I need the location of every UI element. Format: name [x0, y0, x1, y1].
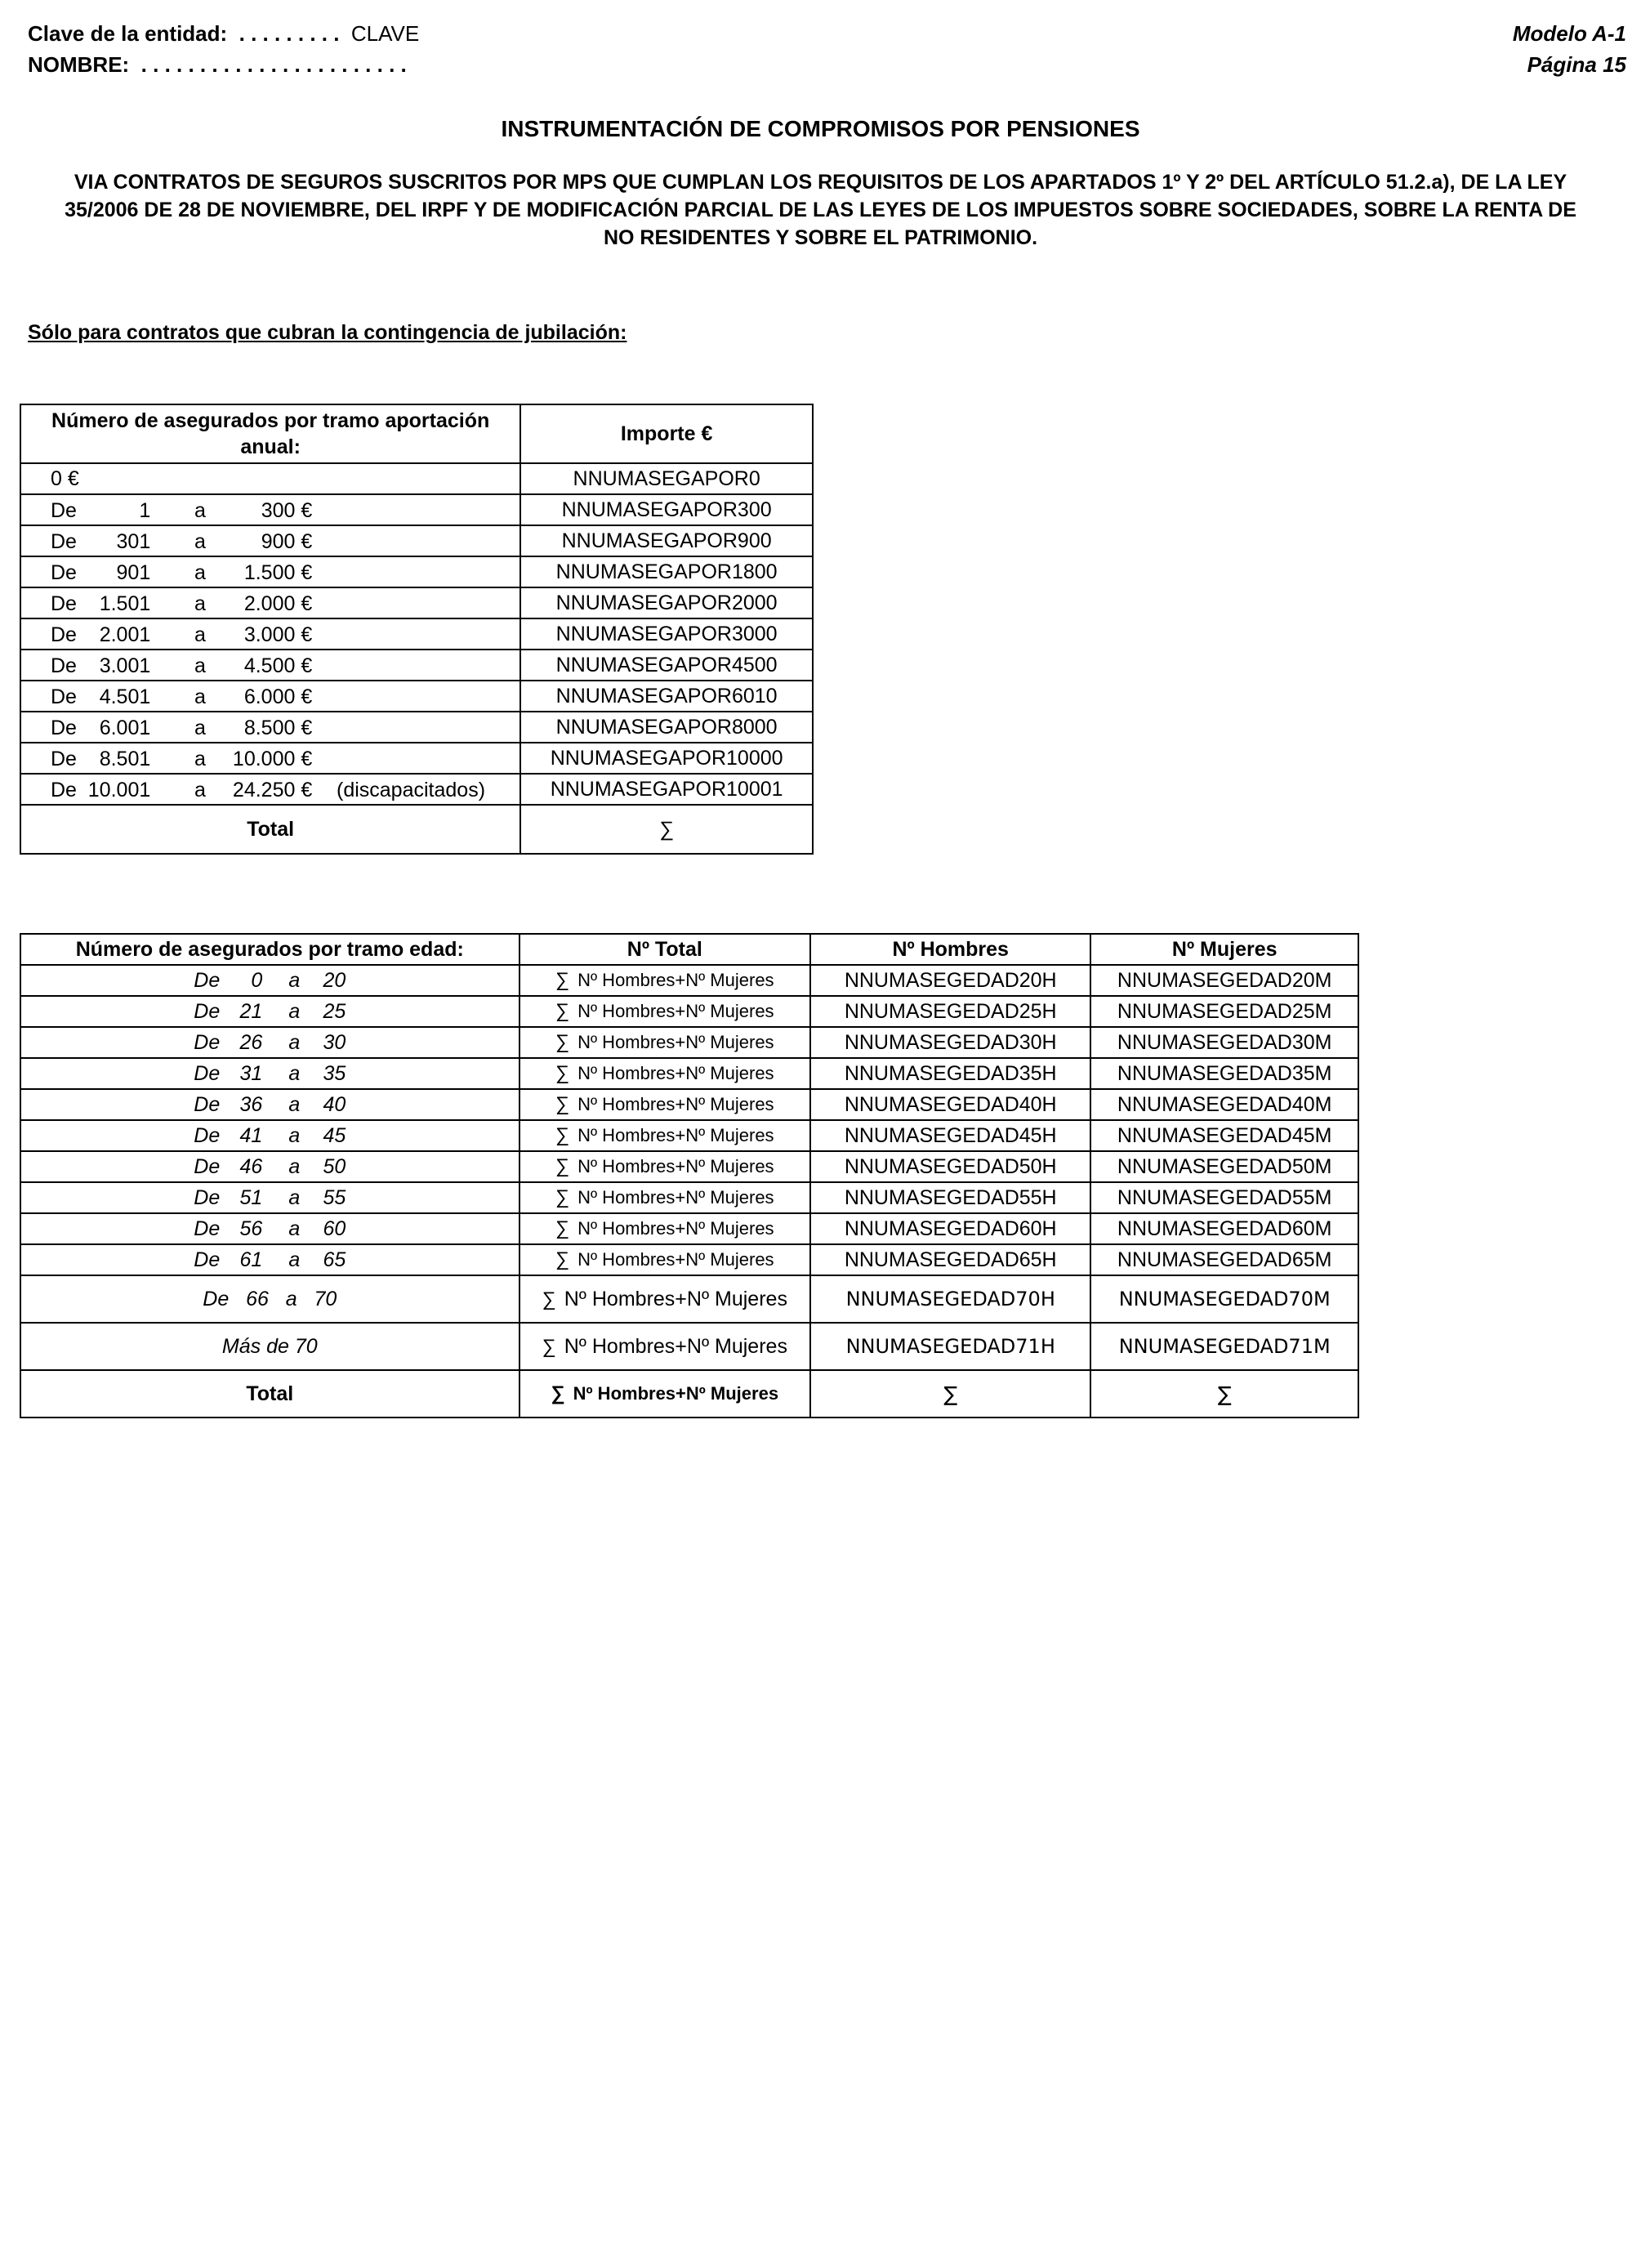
header-amount: Importe € — [520, 404, 813, 463]
amount-cell: NNUMASEGAPOR2000 — [520, 587, 813, 618]
women-cell: NNUMASEGEDAD25M — [1090, 996, 1358, 1027]
age-from: 56 — [239, 1217, 263, 1240]
age-to: 65 — [323, 1248, 346, 1271]
men-cell: NNUMASEGEDAD20H — [810, 965, 1090, 996]
amount-cell: NNUMASEGAPOR6010 — [520, 681, 813, 712]
range-cell — [20, 712, 520, 743]
women-cell: NNUMASEGEDAD60M — [1090, 1213, 1358, 1244]
women-cell: NNUMASEGEDAD65M — [1090, 1244, 1358, 1275]
age-de: De — [194, 1217, 221, 1240]
table-header-row — [20, 404, 813, 463]
range-a: a — [194, 654, 206, 677]
name-dots: . . . . . . . . . . . . . . . . . . . . . . . — [140, 52, 407, 77]
age-to: 35 — [323, 1061, 346, 1085]
age-range-cell: Más de 70 — [20, 1323, 520, 1370]
age-to: 25 — [323, 999, 346, 1023]
range-cell — [20, 650, 520, 681]
contribution-table — [20, 404, 814, 855]
entity-label: Clave de la entidad: — [28, 21, 228, 46]
age-a: a — [288, 1248, 301, 1271]
age-range-cell — [20, 965, 520, 996]
page-title: INSTRUMENTACIÓN DE COMPROMISOS POR PENSIONES — [501, 116, 1140, 141]
age-table — [20, 933, 1359, 1418]
sum-text: Nº Hombres+Nº Mujeres — [577, 1218, 774, 1239]
women-cell: NNUMASEGEDAD55M — [1090, 1182, 1358, 1213]
range-de: De — [51, 499, 77, 522]
range-extra: (discapacitados) — [337, 779, 486, 801]
men-cell: NNUMASEGEDAD30H — [810, 1027, 1090, 1058]
age-a: a — [288, 1185, 301, 1209]
age-to: 50 — [323, 1154, 346, 1178]
age-de: De — [194, 1185, 221, 1209]
sum-text: Nº Hombres+Nº Mujeres — [577, 1187, 774, 1208]
range-to: 900 € — [261, 530, 313, 553]
men-cell: NNUMASEGEDAD60H — [810, 1213, 1090, 1244]
table-row — [20, 774, 813, 805]
age-to: 30 — [323, 1030, 346, 1054]
age-range-cell — [20, 1151, 520, 1182]
name-line — [28, 49, 419, 80]
age-from: 31 — [239, 1061, 263, 1085]
sum-symbol: ∑ — [555, 1248, 570, 1270]
range-from: 6.001 — [99, 717, 151, 739]
entity-line — [28, 18, 419, 49]
age-from: 21 — [239, 999, 263, 1023]
age-from: 51 — [239, 1185, 263, 1209]
table-row — [20, 618, 813, 650]
men-total: ∑ — [810, 1370, 1090, 1418]
men-cell: NNUMASEGEDAD35H — [810, 1058, 1090, 1089]
age-a: a — [288, 999, 301, 1023]
range-to: 2.000 € — [243, 592, 313, 615]
age-a: a — [288, 1123, 301, 1147]
amount-cell: NNUMASEGAPOR900 — [520, 525, 813, 556]
total-sum-cell — [520, 1213, 810, 1244]
table-row-66-70 — [20, 1275, 1358, 1323]
table-row — [20, 1027, 1358, 1058]
table-row — [20, 463, 813, 494]
entity-value: CLAVE — [350, 21, 420, 46]
range-a: a — [194, 499, 206, 522]
age-to: 45 — [323, 1123, 346, 1147]
women-cell: NNUMASEGEDAD35M — [1090, 1058, 1358, 1089]
sum-text: Nº Hombres+Nº Mujeres — [577, 1125, 774, 1145]
amount-cell: NNUMASEGAPOR10001 — [520, 774, 813, 805]
range-to: 4.500 € — [243, 654, 313, 677]
range-to: 24.250 € — [232, 779, 313, 801]
range-de: De — [51, 561, 77, 584]
age-range-cell — [20, 1120, 520, 1151]
sum-symbol: ∑ — [555, 1186, 570, 1208]
header-age-range: Número de asegurados por tramo edad: — [20, 934, 520, 965]
age-range-cell — [20, 1058, 520, 1089]
range-de: De — [51, 748, 77, 770]
age-de: De — [194, 968, 221, 992]
total-sum-cell — [520, 1120, 810, 1151]
table-row — [20, 1244, 1358, 1275]
total-sum-cell: ∑ Nº Hombres+Nº Mujeres — [520, 1370, 810, 1418]
page-number: Página 15 — [1527, 52, 1626, 77]
women-cell: NNUMASEGEDAD20M — [1090, 965, 1358, 996]
total-sum-cell — [520, 1182, 810, 1213]
range-a: a — [194, 717, 206, 739]
total-sum-cell — [520, 1244, 810, 1275]
age-a: a — [288, 1030, 301, 1054]
table-row-over-70 — [20, 1323, 1358, 1370]
age-a: a — [288, 1217, 301, 1240]
range-from: 4.501 — [99, 685, 151, 708]
women-cell: NNUMASEGEDAD71M — [1090, 1323, 1358, 1370]
total-sum-cell: ∑ Nº Hombres+Nº Mujeres — [520, 1275, 810, 1323]
range-a: a — [194, 530, 206, 553]
total-label: Total — [20, 1370, 520, 1418]
table-row — [20, 965, 1358, 996]
table-row — [20, 1213, 1358, 1244]
range-from: 1.501 — [99, 592, 151, 615]
total-row — [20, 1370, 1358, 1418]
sum-symbol: ∑ — [555, 1062, 570, 1084]
table-row — [20, 1089, 1358, 1120]
men-cell: NNUMASEGEDAD40H — [810, 1089, 1090, 1120]
men-cell: NNUMASEGEDAD55H — [810, 1182, 1090, 1213]
range-to: 10.000 € — [232, 748, 313, 770]
name-label: NOMBRE: — [28, 52, 130, 77]
age-to: 60 — [323, 1217, 346, 1240]
amount-cell: NNUMASEGAPOR4500 — [520, 650, 813, 681]
sum-symbol: ∑ — [555, 1000, 570, 1022]
sum-symbol: ∑ — [555, 1124, 570, 1146]
entity-header — [28, 18, 419, 80]
age-to: 40 — [323, 1092, 346, 1116]
range-cell — [20, 463, 520, 494]
men-cell: NNUMASEGEDAD45H — [810, 1120, 1090, 1151]
model-label: Modelo A-1 — [1512, 21, 1626, 46]
table-row — [20, 996, 1358, 1027]
range-to: 3.000 € — [243, 623, 313, 646]
range-de: De — [51, 685, 77, 708]
sum-symbol: ∑ — [555, 1155, 570, 1177]
age-de: De — [194, 1061, 221, 1085]
total-sum-cell — [520, 965, 810, 996]
age-range-cell — [20, 1027, 520, 1058]
range-a: a — [194, 685, 206, 708]
age-from: 61 — [239, 1248, 263, 1271]
total-sum-cell — [520, 1151, 810, 1182]
men-cell: NNUMASEGEDAD25H — [810, 996, 1090, 1027]
range-to: 6.000 € — [243, 685, 313, 708]
amount-cell: NNUMASEGAPOR8000 — [520, 712, 813, 743]
sum-symbol: ∑ — [555, 969, 570, 991]
age-a: a — [288, 1154, 301, 1178]
age-a: a — [288, 1092, 301, 1116]
women-cell: NNUMASEGEDAD70M — [1090, 1275, 1358, 1323]
range-de: De — [51, 623, 77, 646]
range-to: 1.500 € — [243, 561, 313, 584]
total-sum-cell — [520, 1027, 810, 1058]
page-subtitle: VIA CONTRATOS DE SEGUROS SUSCRITOS POR MPS QUE CUMPLAN LOS REQUISITOS DE LOS APARTADOS 1º Y 2º DEL ARTÍCULO 51.2.a), DE LA LEY 35/2006 DE 28 DE NOVIEMBRE, DEL IRPF Y DE MODIFICACIÓN PARCIAL DE LAS LEYES DE LOS IMPUESTOS SOBRE SOCIEDADES, SOBRE LA RENTA DE NO RESIDENTES Y SOBRE EL PATRIMONIO. — [65, 171, 1576, 249]
table-row — [20, 587, 813, 618]
range-cell — [20, 556, 520, 587]
sum-symbol: ∑ — [555, 1093, 570, 1115]
age-de: De — [194, 1092, 221, 1116]
table-row — [20, 681, 813, 712]
range-cell — [20, 743, 520, 774]
total-sum-cell — [520, 996, 810, 1027]
age-range-cell — [20, 1244, 520, 1275]
table-row — [20, 1182, 1358, 1213]
range-cell — [20, 494, 520, 525]
table-row — [20, 1120, 1358, 1151]
men-cell: NNUMASEGEDAD70H — [810, 1275, 1090, 1323]
range-cell — [20, 618, 520, 650]
range-de: De — [51, 779, 77, 801]
range-label: 0 € — [51, 467, 79, 490]
women-total: ∑ — [1090, 1370, 1358, 1418]
table-row — [20, 712, 813, 743]
age-range-cell: De 66 a 70 — [20, 1275, 520, 1323]
men-cell: NNUMASEGEDAD50H — [810, 1151, 1090, 1182]
sum-text: Nº Hombres+Nº Mujeres — [577, 1032, 774, 1052]
range-a: a — [194, 623, 206, 646]
women-cell: NNUMASEGEDAD30M — [1090, 1027, 1358, 1058]
table-row — [20, 556, 813, 587]
range-de: De — [51, 654, 77, 677]
men-cell: NNUMASEGEDAD71H — [810, 1323, 1090, 1370]
table-row — [20, 650, 813, 681]
sum-text: Nº Hombres+Nº Mujeres — [577, 1001, 774, 1021]
age-from: 46 — [239, 1154, 263, 1178]
header-women: Nº Mujeres — [1090, 934, 1358, 965]
range-a: a — [194, 592, 206, 615]
retirement-note: Sólo para contratos que cubran la contingencia de jubilación: — [28, 321, 627, 344]
table-row — [20, 1058, 1358, 1089]
age-de: De — [194, 1248, 221, 1271]
range-from: 10.001 — [87, 779, 151, 801]
header-men: Nº Hombres — [810, 934, 1090, 965]
amount-cell: NNUMASEGAPOR10000 — [520, 743, 813, 774]
range-a: a — [194, 748, 206, 770]
amount-cell: NNUMASEGAPOR300 — [520, 494, 813, 525]
total-row — [20, 805, 813, 854]
entity-dots: . . . . . . . . . — [239, 21, 340, 46]
women-cell: NNUMASEGEDAD50M — [1090, 1151, 1358, 1182]
range-to: 8.500 € — [243, 717, 313, 739]
age-range-cell — [20, 1182, 520, 1213]
total-label: Total — [20, 805, 520, 854]
age-a: a — [288, 1061, 301, 1085]
amount-cell: NNUMASEGAPOR0 — [520, 463, 813, 494]
range-from: 3.001 — [99, 654, 151, 677]
total-sum-cell: ∑ Nº Hombres+Nº Mujeres — [520, 1323, 810, 1370]
table-row — [20, 1151, 1358, 1182]
total-sum-cell — [520, 1058, 810, 1089]
total-sum-cell — [520, 1089, 810, 1120]
age-a: a — [288, 968, 301, 992]
age-de: De — [194, 1123, 221, 1147]
header-contribution-range: Número de asegurados por tramo aportación anual: — [20, 404, 520, 463]
age-from: 0 — [251, 968, 263, 992]
age-to: 55 — [323, 1185, 346, 1209]
women-cell: NNUMASEGEDAD40M — [1090, 1089, 1358, 1120]
range-de: De — [51, 717, 77, 739]
range-a: a — [194, 779, 206, 801]
range-from: 1 — [139, 499, 151, 522]
amount-cell: NNUMASEGAPOR1800 — [520, 556, 813, 587]
table-row — [20, 494, 813, 525]
women-cell: NNUMASEGEDAD45M — [1090, 1120, 1358, 1151]
model-header — [1513, 18, 1626, 80]
table-header-row — [20, 934, 1358, 965]
range-from: 2.001 — [99, 623, 151, 646]
header-total: Nº Total — [520, 934, 810, 965]
range-de: De — [51, 530, 77, 553]
amount-cell: NNUMASEGAPOR3000 — [520, 618, 813, 650]
table-row — [20, 743, 813, 774]
range-cell — [20, 525, 520, 556]
age-from: 26 — [239, 1030, 263, 1054]
age-de: De — [194, 999, 221, 1023]
sum-text: Nº Hombres+Nº Mujeres — [577, 1156, 774, 1176]
total-sum: ∑ — [520, 805, 813, 854]
table-row — [20, 525, 813, 556]
sum-text: Nº Hombres+Nº Mujeres — [577, 1249, 774, 1270]
age-range-cell — [20, 996, 520, 1027]
range-from: 901 — [116, 561, 151, 584]
age-from: 41 — [239, 1123, 263, 1147]
sum-text: Nº Hombres+Nº Mujeres — [577, 970, 774, 990]
sum-symbol: ∑ — [555, 1217, 570, 1239]
range-from: 301 — [116, 530, 151, 553]
range-from: 8.501 — [99, 748, 151, 770]
range-de: De — [51, 592, 77, 615]
sum-text: Nº Hombres+Nº Mujeres — [577, 1094, 774, 1114]
range-to: 300 € — [261, 499, 313, 522]
sum-text: Nº Hombres+Nº Mujeres — [577, 1063, 774, 1083]
age-de: De — [194, 1030, 221, 1054]
range-cell — [20, 681, 520, 712]
age-range-cell — [20, 1089, 520, 1120]
age-range-cell — [20, 1213, 520, 1244]
range-cell — [20, 774, 520, 805]
sum-symbol: ∑ — [555, 1031, 570, 1053]
age-to: 20 — [323, 968, 346, 992]
age-from: 36 — [239, 1092, 263, 1116]
age-de: De — [194, 1154, 221, 1178]
men-cell: NNUMASEGEDAD65H — [810, 1244, 1090, 1275]
range-a: a — [194, 561, 206, 584]
range-cell — [20, 587, 520, 618]
